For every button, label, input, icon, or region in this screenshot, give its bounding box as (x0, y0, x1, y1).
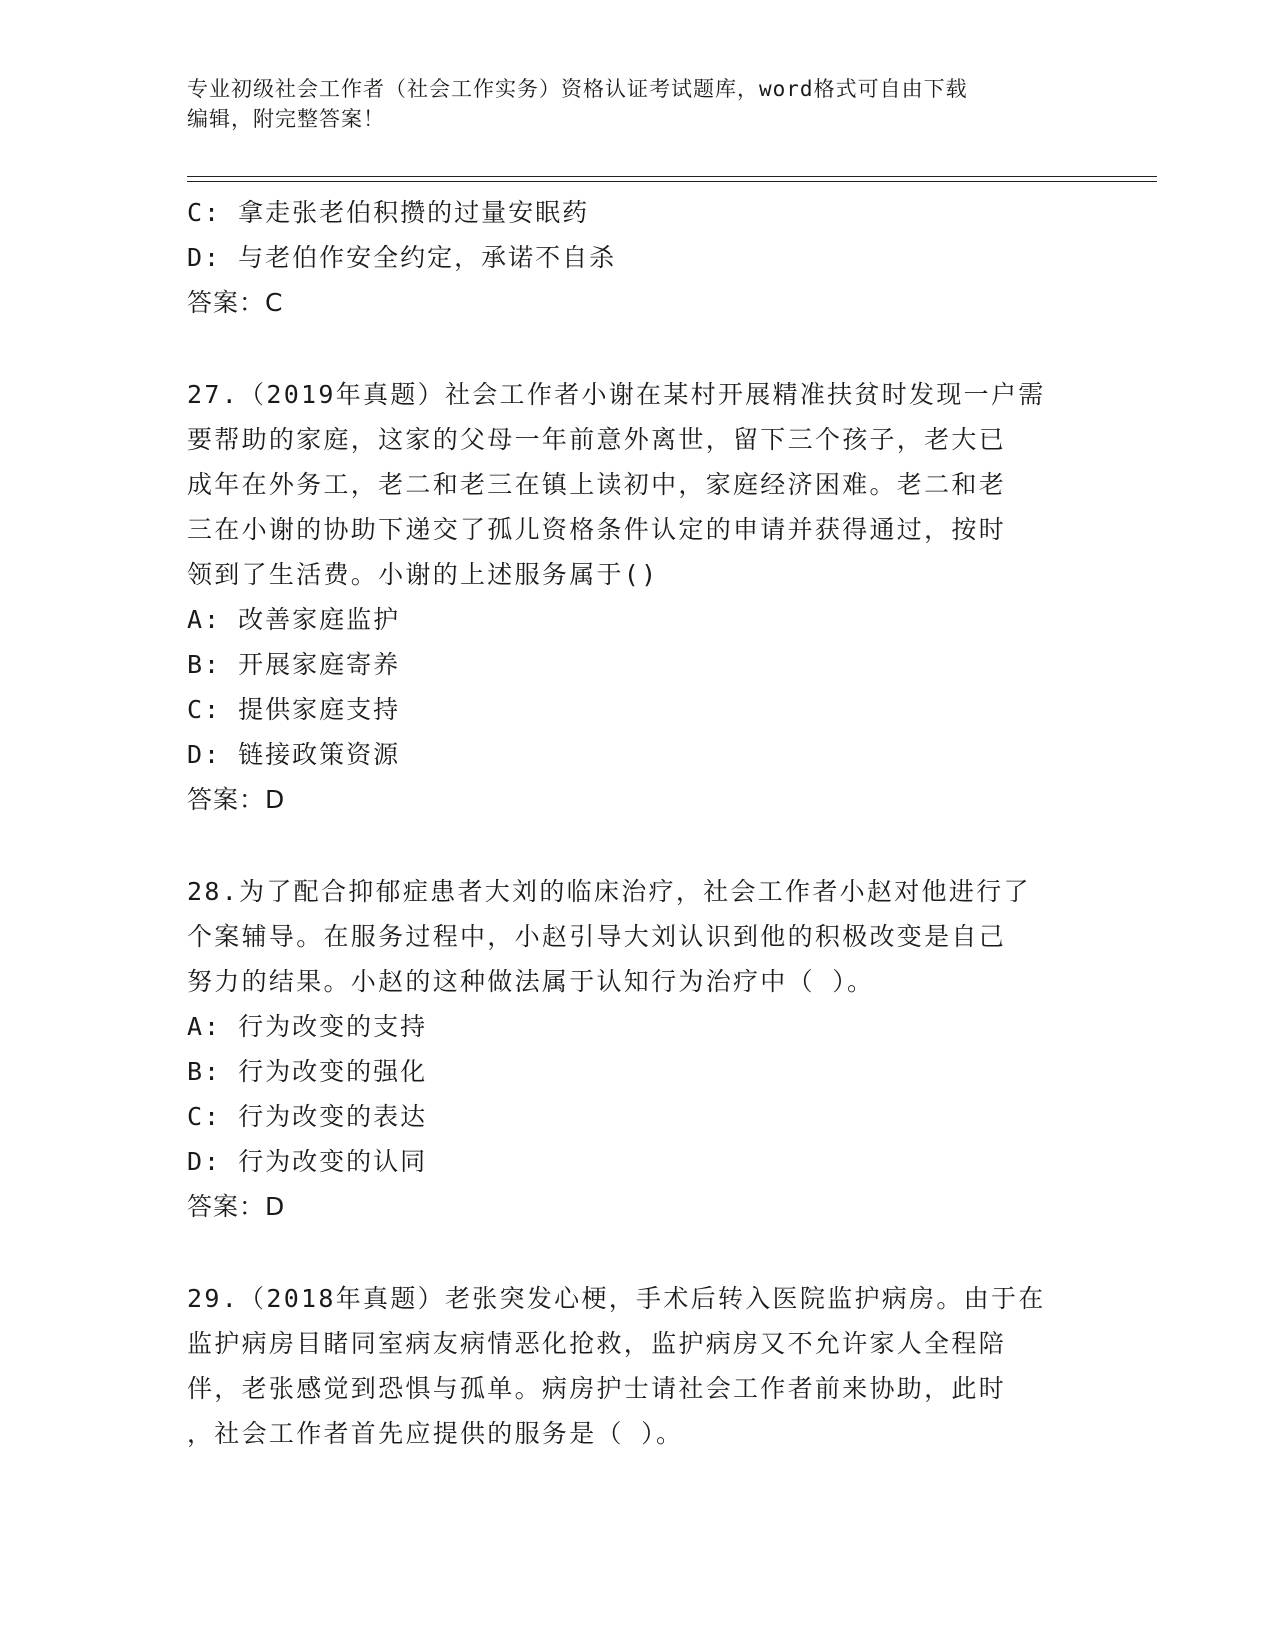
stem-line: 努力的结果。小赵的这种做法属于认知行为治疗中（ ）。 (187, 967, 875, 996)
header-line-2: 编辑，附完整答案！ (187, 107, 385, 131)
stem-line: 成年在外务工，老二和老三在镇上读初中，家庭经济困难。老二和老 (187, 470, 1007, 499)
option-d: D: 链接政策资源 (187, 740, 401, 769)
option-a: A: 行为改变的支持 (187, 1012, 428, 1041)
answer-line: 答案：D (187, 785, 286, 814)
stem-line: 28.为了配合抑郁症患者大刘的临床治疗，社会工作者小赵对他进行了 (187, 877, 1031, 906)
option-b: B: 开展家庭寄养 (187, 650, 401, 679)
stem-line: 29.（2018年真题）老张突发心梗，手术后转入医院监护病房。由于在 (187, 1284, 1046, 1313)
stem-line: 要帮助的家庭，这家的父母一年前意外离世，留下三个孩子，老大已 (187, 425, 1007, 454)
option-c: C: 提供家庭支持 (187, 695, 401, 724)
stem-line: 伴，老张感觉到恐惧与孤单。病房护士请社会工作者前来协助，此时 (187, 1374, 1007, 1403)
question-stem (187, 1276, 1087, 1456)
stem-line: ，社会工作者首先应提供的服务是（ ）。 (187, 1419, 684, 1448)
option-c: C: 拿走张老伯积攒的过量安眠药 (187, 198, 590, 227)
question-stem (187, 869, 1087, 1004)
stem-line: 三在小谢的协助下递交了孤儿资格条件认定的申请并获得通过，按时 (187, 515, 1007, 544)
question-stem (187, 372, 1087, 597)
question-29 (187, 1276, 1087, 1456)
stem-line: 27.（2019年真题）社会工作者小谢在某村开展精准扶贫时发现一户需 (187, 380, 1046, 409)
option-d: D: 与老伯作安全约定，承诺不自杀 (187, 243, 617, 272)
question-27 (187, 372, 1087, 822)
option-c: C: 行为改变的表达 (187, 1102, 428, 1131)
page-header (187, 74, 1087, 134)
stem-line: 监护病房目睹同室病友病情恶化抢救，监护病房又不允许家人全程陪 (187, 1329, 1007, 1358)
previous-question (187, 190, 1087, 325)
option-d: D: 行为改变的认同 (187, 1147, 428, 1176)
question-28 (187, 869, 1087, 1229)
answer-line: 答案：D (187, 1192, 286, 1221)
answer-line: 答案：C (187, 288, 284, 317)
header-line-1: 专业初级社会工作者（社会工作实务）资格认证考试题库，word格式可自由下载 (187, 77, 968, 101)
option-a: A: 改善家庭监护 (187, 605, 401, 634)
header-divider-top (187, 176, 1157, 177)
question-content (187, 190, 1087, 1456)
stem-line: 领到了生活费。小谢的上述服务属于() (187, 560, 659, 589)
header-divider-bottom (187, 181, 1157, 182)
stem-line: 个案辅导。在服务过程中，小赵引导大刘认识到他的积极改变是自己 (187, 922, 1007, 951)
option-b: B: 行为改变的强化 (187, 1057, 428, 1086)
